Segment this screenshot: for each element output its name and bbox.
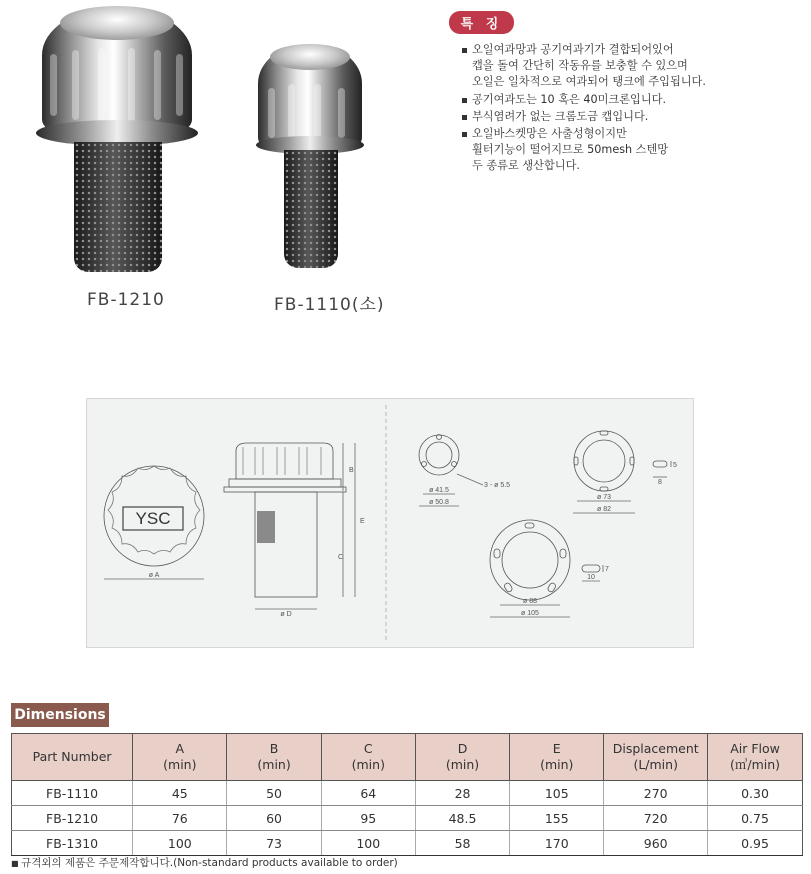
column-header xyxy=(12,734,133,781)
table-cell: 170 xyxy=(510,831,604,856)
table-cell: 105 xyxy=(510,781,604,806)
feature-line: 부식염려가 없는 크롬도금 캡입니다. xyxy=(472,109,649,123)
feature-line: 두 종류로 생산합니다. xyxy=(472,159,580,173)
table-cell: 720 xyxy=(604,806,708,831)
product-photo-fb-1110 xyxy=(254,40,366,270)
label-dim-d: ø D xyxy=(280,611,292,618)
small-flange-view xyxy=(419,435,510,507)
table-cell: 60 xyxy=(227,806,321,831)
column-header xyxy=(133,734,227,781)
cap-top-view xyxy=(104,466,204,579)
product-photo-fb-1210 xyxy=(36,2,200,274)
column-header-text: (㎥/min) xyxy=(730,757,781,772)
label-d82: ø 82 xyxy=(596,506,612,513)
table-row xyxy=(12,781,803,806)
label-s7: 7 xyxy=(605,566,609,573)
column-header-text: (min) xyxy=(351,757,385,772)
column-header-text: (min) xyxy=(163,757,197,772)
label-d73: ø 73 xyxy=(596,494,612,501)
column-header xyxy=(227,734,321,781)
column-header-text: A xyxy=(175,741,185,756)
label-dim-a: ø A xyxy=(148,572,160,579)
feature-item xyxy=(460,109,800,125)
column-header-text: Displacement xyxy=(612,741,699,756)
feature-line: 공기여과도는 10 혹은 40미크론입니다. xyxy=(472,92,666,106)
table-cell: 0.95 xyxy=(708,831,803,856)
column-header xyxy=(321,734,415,781)
label-holes: 3 - ø 5.5 xyxy=(484,482,511,489)
table-cell: 45 xyxy=(133,781,227,806)
column-header xyxy=(415,734,509,781)
footnote: ■ 규격외의 제품은 주문제작합니다.(Non-standard products available to order) xyxy=(11,855,398,870)
table-cell: 64 xyxy=(321,781,415,806)
drawing-svg xyxy=(87,399,693,647)
column-header-text: E xyxy=(552,741,561,756)
table-cell: 270 xyxy=(604,781,708,806)
table-cell: 73 xyxy=(227,831,321,856)
column-header-text: Part Number xyxy=(32,749,112,764)
table-row xyxy=(12,806,803,831)
column-header-text: (min) xyxy=(540,757,574,772)
feature-line: 오일바스켓망은 사출성형이지만 xyxy=(472,127,627,141)
label-s10: 10 xyxy=(587,574,595,581)
drawing-logo: YSC xyxy=(135,509,171,528)
product-label-fb-1210: FB-1210 xyxy=(87,290,165,310)
side-view xyxy=(224,443,365,618)
column-header-text: (L/min) xyxy=(633,757,678,772)
feature-item xyxy=(460,92,800,108)
medium-flange-view xyxy=(573,431,677,513)
feature-line: 휠터기능이 떨어지므로 50mesh 스텐망 xyxy=(472,143,669,157)
label-dim-b: B xyxy=(349,467,354,474)
table-cell: 960 xyxy=(604,831,708,856)
table-cell: 0.75 xyxy=(708,806,803,831)
dimensions-title: Dimensions xyxy=(11,703,109,727)
column-header-text: (min) xyxy=(257,757,291,772)
label-s5: 5 xyxy=(673,462,677,469)
label-dim-e: E xyxy=(360,518,365,525)
technical-drawing xyxy=(86,398,694,648)
product-label-fb-1110: FB-1110(소) xyxy=(274,295,385,315)
features-list xyxy=(460,42,800,176)
label-d105: ø 105 xyxy=(521,610,539,617)
part-number-cell: FB-1310 xyxy=(12,831,133,856)
table-cell: 58 xyxy=(415,831,509,856)
feature-item xyxy=(460,126,800,175)
table-cell: 76 xyxy=(133,806,227,831)
dimensions-table xyxy=(11,733,803,856)
table-cell: 48.5 xyxy=(415,806,509,831)
part-number-cell: FB-1110 xyxy=(12,781,133,806)
column-header-text: D xyxy=(457,741,468,756)
column-header xyxy=(604,734,708,781)
label-d50: ø 50.8 xyxy=(429,499,449,506)
table-cell: 50 xyxy=(227,781,321,806)
label-d88: ø 88 xyxy=(522,598,538,605)
large-flange-view xyxy=(490,520,609,617)
column-header-text: Air Flow xyxy=(730,741,780,756)
column-header xyxy=(510,734,604,781)
table-row xyxy=(12,831,803,856)
part-number-cell: FB-1210 xyxy=(12,806,133,831)
column-header-text: B xyxy=(269,741,279,756)
table-cell: 100 xyxy=(321,831,415,856)
feature-line: 오일여과망과 공기여과기가 결합되어있어 xyxy=(472,43,674,56)
feature-line: 오일은 일차적으로 여과되어 탱크에 주입됩니다. xyxy=(472,75,706,89)
feature-line: 캡을 돌여 간단히 작동유를 보충할 수 있으며 xyxy=(472,59,688,73)
label-s8: 8 xyxy=(658,479,662,486)
table-cell: 28 xyxy=(415,781,509,806)
column-header-text: (min) xyxy=(445,757,480,772)
column-header-text: C xyxy=(363,741,373,756)
table-header-row xyxy=(12,734,803,781)
features-badge: 특 징 xyxy=(449,11,514,34)
label-d41: ø 41.5 xyxy=(429,487,449,494)
table-cell: 100 xyxy=(133,831,227,856)
label-dim-c: C xyxy=(338,554,344,561)
table-cell: 95 xyxy=(321,806,415,831)
column-header xyxy=(708,734,803,781)
feature-item xyxy=(460,42,800,91)
table-cell: 0.30 xyxy=(708,781,803,806)
table-cell: 155 xyxy=(510,806,604,831)
